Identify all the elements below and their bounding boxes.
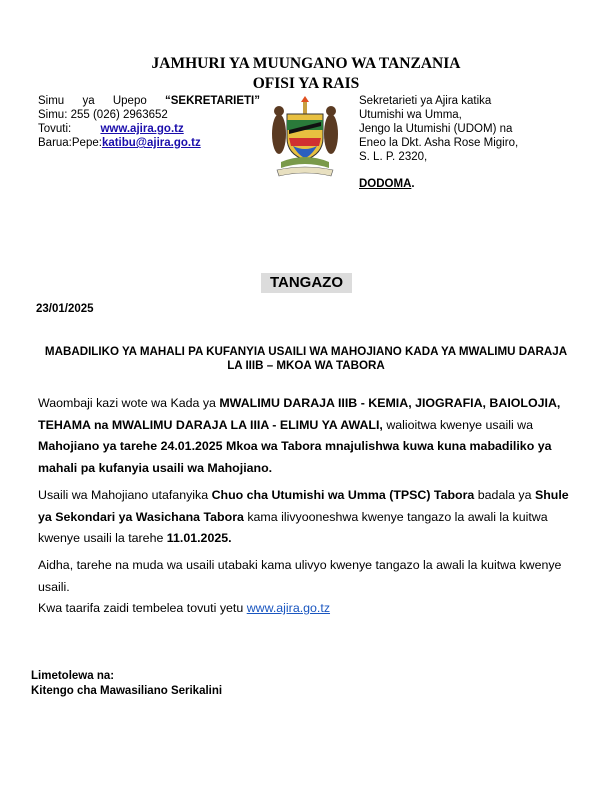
telegram-line — [38, 94, 260, 108]
telegram-word-1: Simu — [38, 95, 65, 107]
page-title: JAMHURI YA MUUNGANO WA TANZANIA — [151, 55, 461, 72]
p3-more-text: Kwa taarifa zaidi tembelea tovuti yetu — [38, 601, 247, 615]
website-link[interactable]: www.ajira.go.tz — [100, 123, 184, 135]
issuer-name: Kitengo cha Mawasiliano Serikalini — [31, 685, 223, 697]
address-line-4: Eneo la Dkt. Asha Rose Migiro, — [359, 137, 519, 149]
p3-text: Aidha, tarehe na muda wa usaili utabaki kama ulivyo kwenye tangazo la awali la kuitwa kwenye usaili. — [38, 558, 562, 594]
telegram-word-2: ya — [82, 95, 95, 107]
email-link[interactable]: katibu@ajira.go.tz — [101, 137, 201, 149]
subject-line-2: LA IIIB – MKOA WA TABORA — [227, 359, 385, 372]
email-line — [38, 136, 201, 150]
issuer-label: Limetolewa na: — [31, 670, 115, 682]
telegram-address: “SEKRETARIETI” — [165, 95, 260, 107]
p2-old-venue: Shule ya Sekondari ya Wasichana Tabora — [38, 488, 569, 524]
p3-more-info — [38, 598, 578, 620]
p3-website-link[interactable]: www.ajira.go.tz — [246, 601, 331, 615]
telegram-word-3: Upepo — [112, 95, 147, 107]
paragraph-1 — [38, 393, 578, 479]
website-label: Tovuti: — [38, 123, 72, 135]
p1-cadres: MWALIMU DARAJA IIIB - KEMIA, JIOGRAFIA, BAIOLOJIA, TEHAMA na MWALIMU DARAJA LA IIIA - ELIMU YA AWALI, — [38, 396, 561, 432]
city-name: DODOMA — [359, 178, 412, 190]
tanzania-coat-of-arms-icon — [267, 96, 343, 180]
paragraph-3 — [38, 555, 578, 620]
city-dot: . — [411, 178, 415, 190]
notice-heading: TANGAZO — [261, 273, 352, 293]
phone-line: Simu: 255 (026) 2963652 — [38, 109, 168, 121]
p2-date: 11.01.2025. — [166, 531, 232, 545]
office-title: OFISI YA RAIS — [252, 75, 360, 92]
notice-subject — [0, 345, 612, 373]
address-po-box: S. L. P. 2320, — [359, 151, 428, 163]
website-line — [38, 122, 184, 136]
paragraph-2 — [38, 485, 578, 550]
p2-text-a: Usaili wa Mahojiano utafanyika — [38, 488, 212, 502]
p2-new-venue: Chuo cha Utumishi wa Umma (TPSC) Tabora — [211, 488, 475, 502]
p1-change-notice: Mahojiano ya tarehe 24.01.2025 Mkoa wa Tabora mnajulishwa kuwa kuna mabadiliko ya mahali pa kufanyia usaili wa Mahojiano. — [38, 439, 552, 475]
p2-text-e: kama ilivyooneshwa kwenye tangazo la awali la kuitwa kwenye usaili la tarehe — [38, 509, 548, 545]
address-city — [359, 177, 415, 191]
email-label: Barua:Pepe: — [38, 137, 102, 149]
address-line-2: Utumishi wa Umma, — [359, 109, 462, 121]
p1-text-a: Waombaji kazi wote wa Kada ya — [38, 396, 220, 410]
issuer-block — [31, 669, 222, 699]
address-line-3: Jengo la Utumishi (UDOM) na — [359, 123, 513, 135]
address-line-1: Sekretarieti ya Ajira katika — [359, 95, 492, 107]
p1-text-c: walioitwa kwenye usaili wa — [382, 417, 534, 432]
notice-date: 23/01/2025 — [36, 303, 94, 315]
subject-line-1: MABADILIKO YA MAHALI PA KUFANYIA USAILI WA MAHOJIANO KADA YA MWALIMU DARAJA — [44, 345, 568, 358]
p2-text-c: badala ya — [474, 488, 535, 502]
